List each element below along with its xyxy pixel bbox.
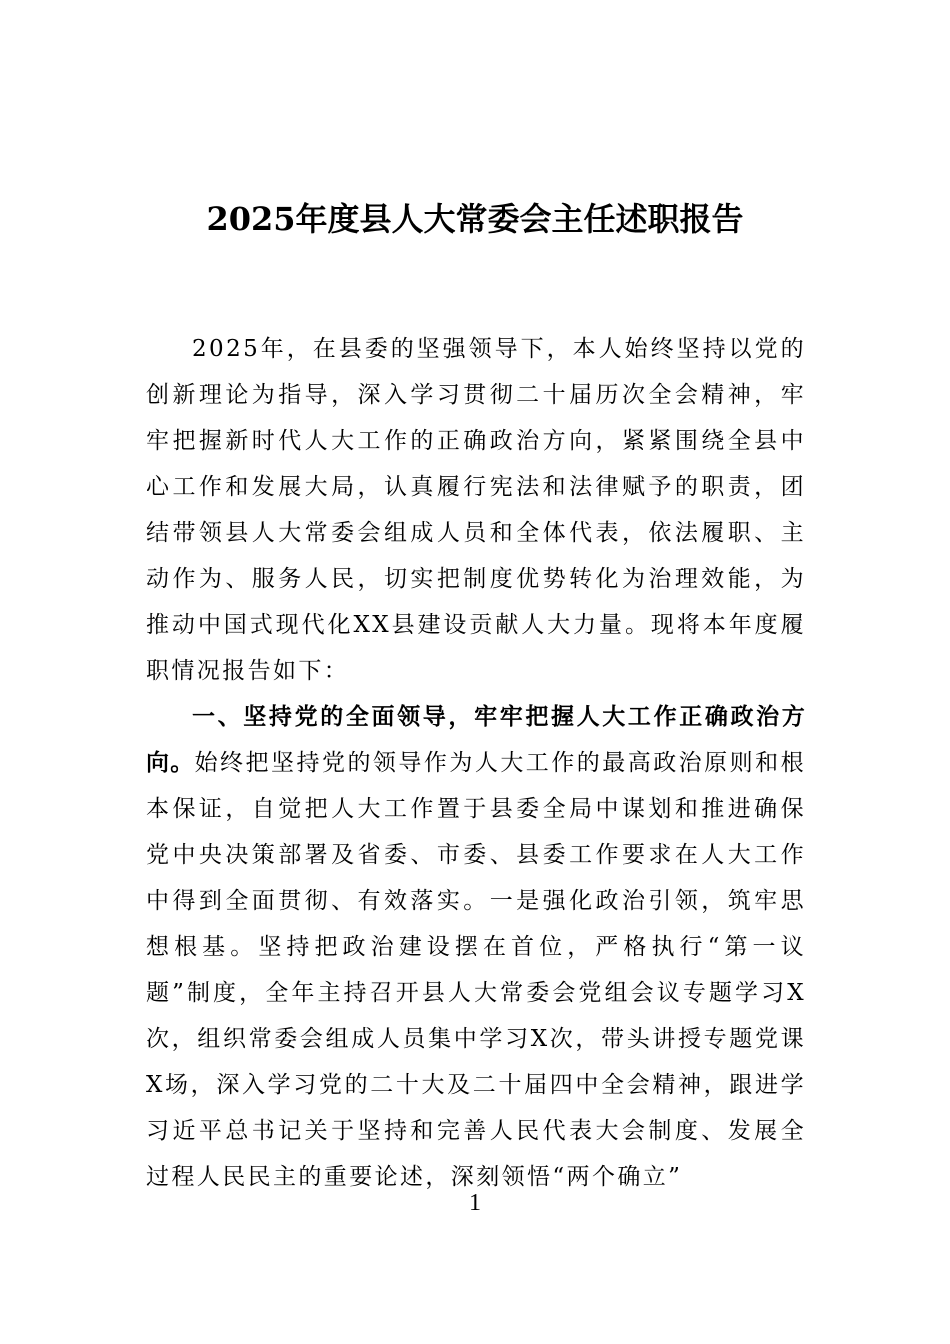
intro-paragraph: 2025年，在县委的坚强领导下，本人始终坚持以党的创新理论为指导，深入学习贯彻二十届历次全会精神，牢牢把握新时代人大工作的正确政治方向，紧紧围绕全县中心工作和发展大局，认真履行宪法和法律赋予的职责，团结带领县人大常委会组成人员和全体代表，依法履职、主动作为、服务人民，切实把制度优势转化为治理效能，为推动中国式现代化XX县建设贡献人大力量。现将本年度履职情况报告如下： [146,336,806,684]
section-one-heading: 一、坚持党的全面领导，牢牢把握人大工作正确政治方向。 [146,704,806,776]
page-number: 1 [469,1190,481,1216]
document-title: 2025年度县人大常委会主任述职报告 [206,200,744,238]
document-body [146,326,806,1200]
section-one-body: 始终把坚持党的领导作为人大工作的最高政治原则和根本保证，自觉把人大工作置于县委全局中谋划和推进确保党中央决策部署及省委、市委、县委工作要求在人大工作中得到全面贯彻、有效落实。一是强化政治引领，筑牢思想根基。坚持把政治建设摆在首位，严格执行“第一议题”制度，全年主持召开县人大常委会党组会议专题学习X次，组织常委会组成人员集中学习X次，带头讲授专题党课X场，深入学习党的二十大及二十届四中全会精神，跟进学习近平总书记关于坚持和完善人民代表大会制度、发展全过程人民民主的重要论述，深刻领悟“两个确立” [146,750,806,1190]
section-one-paragraph [146,694,806,1200]
